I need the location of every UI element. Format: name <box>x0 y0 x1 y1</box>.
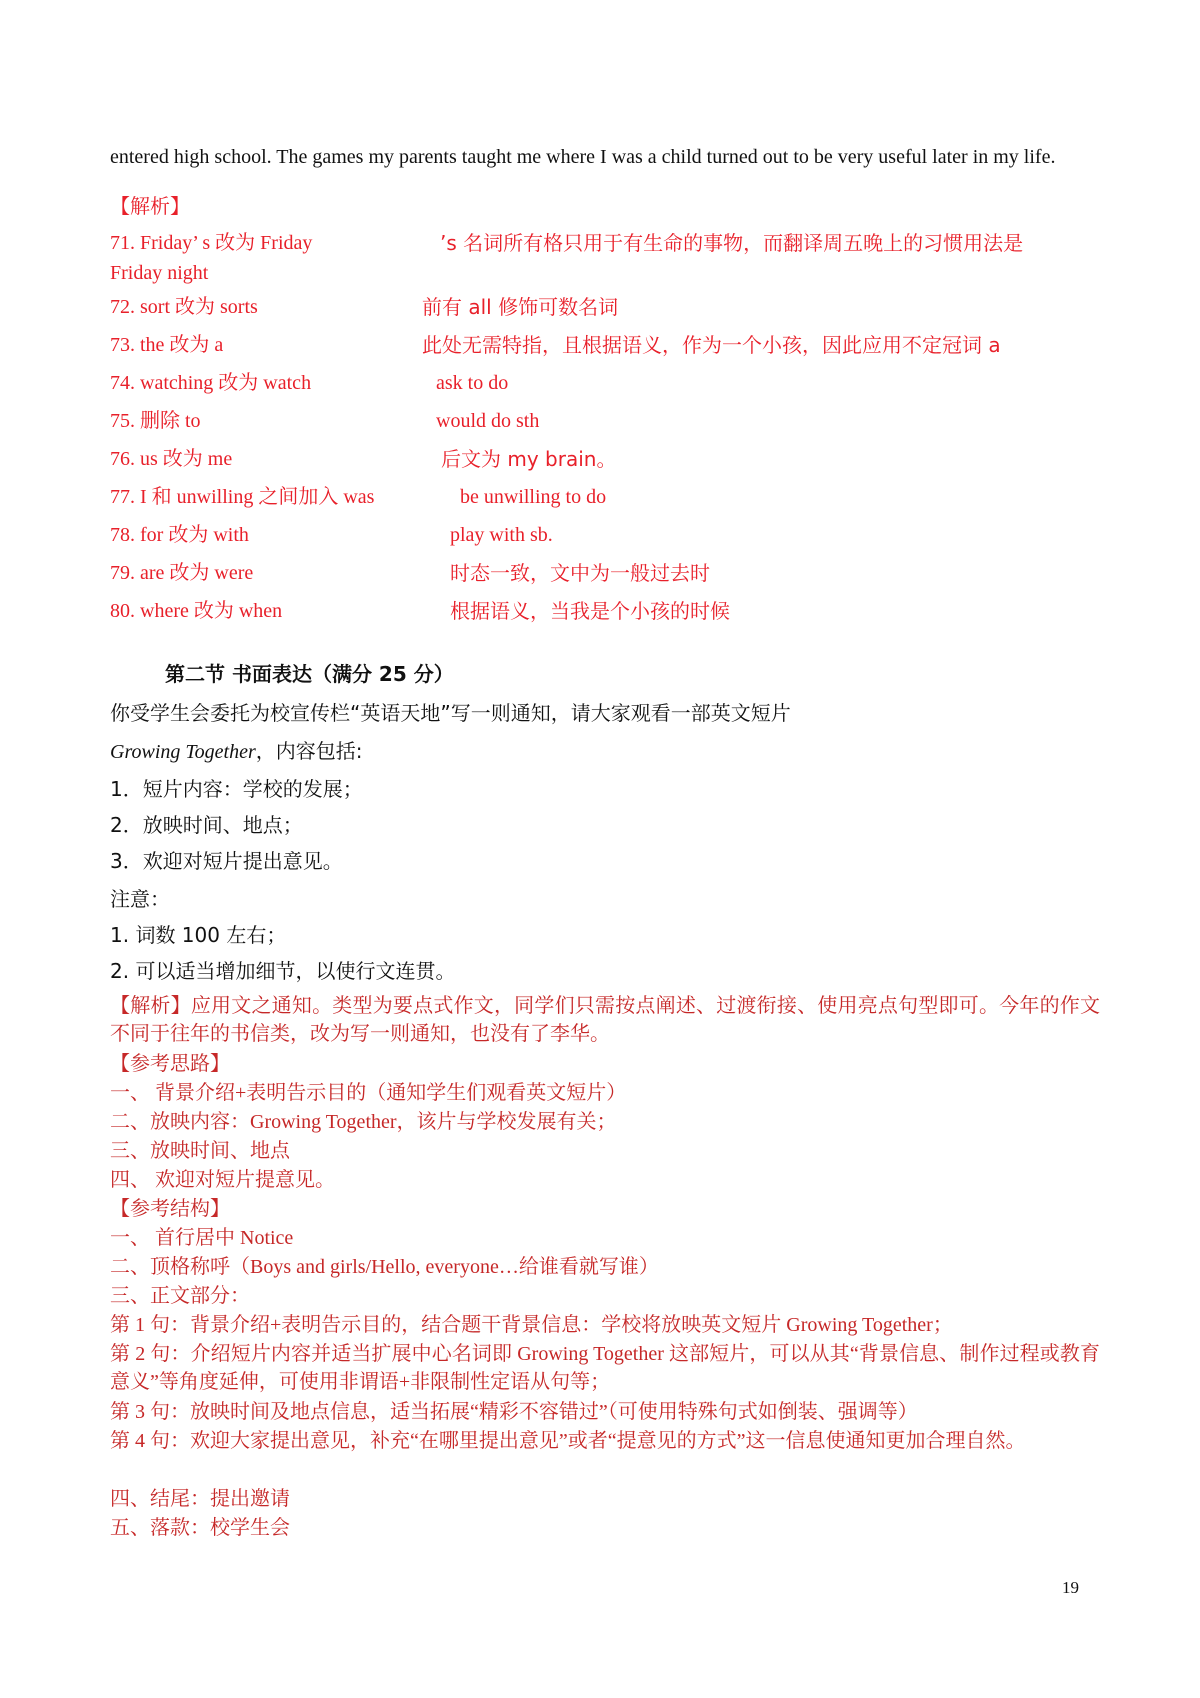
correction-reason: play with sb. <box>450 524 553 546</box>
prompt-point: 2．放映时间、地点； <box>110 813 303 837</box>
structure-item: 三、正文部分： <box>110 1285 250 1307</box>
structure-item: 第 1 句：背景介绍+表明告示目的，结合题干背景信息：学校将放映英文短片 Growing Together； <box>110 1314 953 1336</box>
prompt-rest: ，内容包括: <box>255 739 363 763</box>
note-label: 注意： <box>110 887 170 911</box>
correction-change: 77. I 和 unwilling 之间加入 was <box>110 486 375 508</box>
film-title: Growing Together <box>110 741 256 763</box>
correction-reason: 此处无需特指，且根据语义，作为一个小孩，因此应用不定冠词 a <box>422 333 1001 357</box>
correction-71-reason: ’s 名词所有格只用于有生命的事物，而翻译周五晚上的习惯用法是 <box>440 231 1024 255</box>
correction-row <box>110 482 1100 512</box>
correction-row <box>110 520 1100 550</box>
prompt-line <box>110 736 363 767</box>
correction-row <box>110 292 1100 322</box>
prompt-point: 3．欢迎对短片提出意见。 <box>110 849 343 873</box>
note-item: 2. 可以适当增加细节，以使行文连贯。 <box>110 959 456 983</box>
correction-reason: be unwilling to do <box>460 486 607 508</box>
correction-change: 72. sort 改为 sorts <box>110 296 258 318</box>
correction-row <box>110 406 1100 436</box>
correction-change: 78. for 改为 with <box>110 524 249 546</box>
correction-row <box>110 558 1100 588</box>
ending-item: 五、落款：校学生会 <box>110 1517 290 1539</box>
correction-change: 75. 删除 to <box>110 410 201 432</box>
structure-label: 【参考结构】 <box>110 1198 230 1220</box>
ending-item: 四、结尾：提出邀请 <box>110 1488 290 1510</box>
thinking-item: 三、放映时间、地点 <box>110 1140 290 1162</box>
correction-change: 74. watching 改为 watch <box>110 372 312 394</box>
correction-reason: 前有 all 修饰可数名词 <box>422 295 619 319</box>
page-number: 19 <box>1062 1578 1079 1597</box>
correction-row <box>110 596 1100 626</box>
intro-paragraph: entered high school. The games my parents taught me where I was a child turned out to be very useful later in my life. <box>110 146 1056 168</box>
correction-change: 73. the 改为 a <box>110 334 224 356</box>
correction-change: 79. are 改为 were <box>110 562 254 584</box>
structure-item: 二、顶格称呼（Boys and girls/Hello, everyone…给谁看就写谁） <box>110 1256 659 1278</box>
correction-row <box>110 444 1100 474</box>
sentence-3: 第 3 句：放映时间及地点信息，适当拓展“精彩不容错过”（可使用特殊句式如倒装、强调等） <box>110 1401 918 1423</box>
thinking-item: 二、放映内容：Growing Together，该片与学校发展有关； <box>110 1111 617 1133</box>
prompt-line: 你受学生会委托为校宣传栏“英语天地”写一则通知，请大家观看一部英文短片 <box>110 701 791 725</box>
correction-71-change: 71. Friday’ s 改为 Friday <box>110 232 313 254</box>
correction-change: 80. where 改为 when <box>110 600 283 622</box>
correction-71-reason-cont: Friday night <box>110 262 209 284</box>
sentence-4: 第 4 句：欢迎大家提出意见，补充“在哪里提出意见”或者“提意见的方式”这一信息使通知更加合理自然。 <box>110 1430 1026 1452</box>
correction-reason: 后文为 my brain。 <box>441 447 617 471</box>
section-title: 第二节 书面表达（满分 25 分） <box>165 662 454 686</box>
correction-reason: 时态一致，文中为一般过去时 <box>450 561 710 585</box>
prompt-point: 1．短片内容：学校的发展； <box>110 777 363 801</box>
thinking-item: 四、 欢迎对短片提意见。 <box>110 1169 335 1191</box>
correction-row <box>110 330 1100 360</box>
correction-change: 76. us 改为 me <box>110 448 233 470</box>
note-item: 1. 词数 100 左右； <box>110 923 287 947</box>
correction-reason: ask to do <box>436 372 509 394</box>
thinking-label: 【参考思路】 <box>110 1053 230 1075</box>
sentence-2: 第 2 句：介绍短片内容并适当扩展中心名词即 Growing Together 这部短片，可以从其“背景信息、制作过程或教育意义”等角度延伸，可使用非谓语+非限制性定语从句等； <box>110 1343 1100 1393</box>
correction-reason: 根据语义，当我是个小孩的时候 <box>450 599 730 623</box>
correction-row <box>110 368 1100 398</box>
thinking-item: 一、 背景介绍+表明告示目的（通知学生们观看英文短片） <box>110 1082 627 1104</box>
structure-item: 一、 首行居中 Notice <box>110 1227 294 1249</box>
analysis-paragraph: 【解析】应用文之通知。类型为要点式作文，同学们只需按点阐述、过渡衔接、使用亮点句型即可。今年的作文不同于往年的书信类，改为写一则通知，也没有了李华。 <box>110 995 1100 1045</box>
analysis-tag: 【解析】 <box>110 196 190 218</box>
correction-reason: would do sth <box>436 410 540 432</box>
